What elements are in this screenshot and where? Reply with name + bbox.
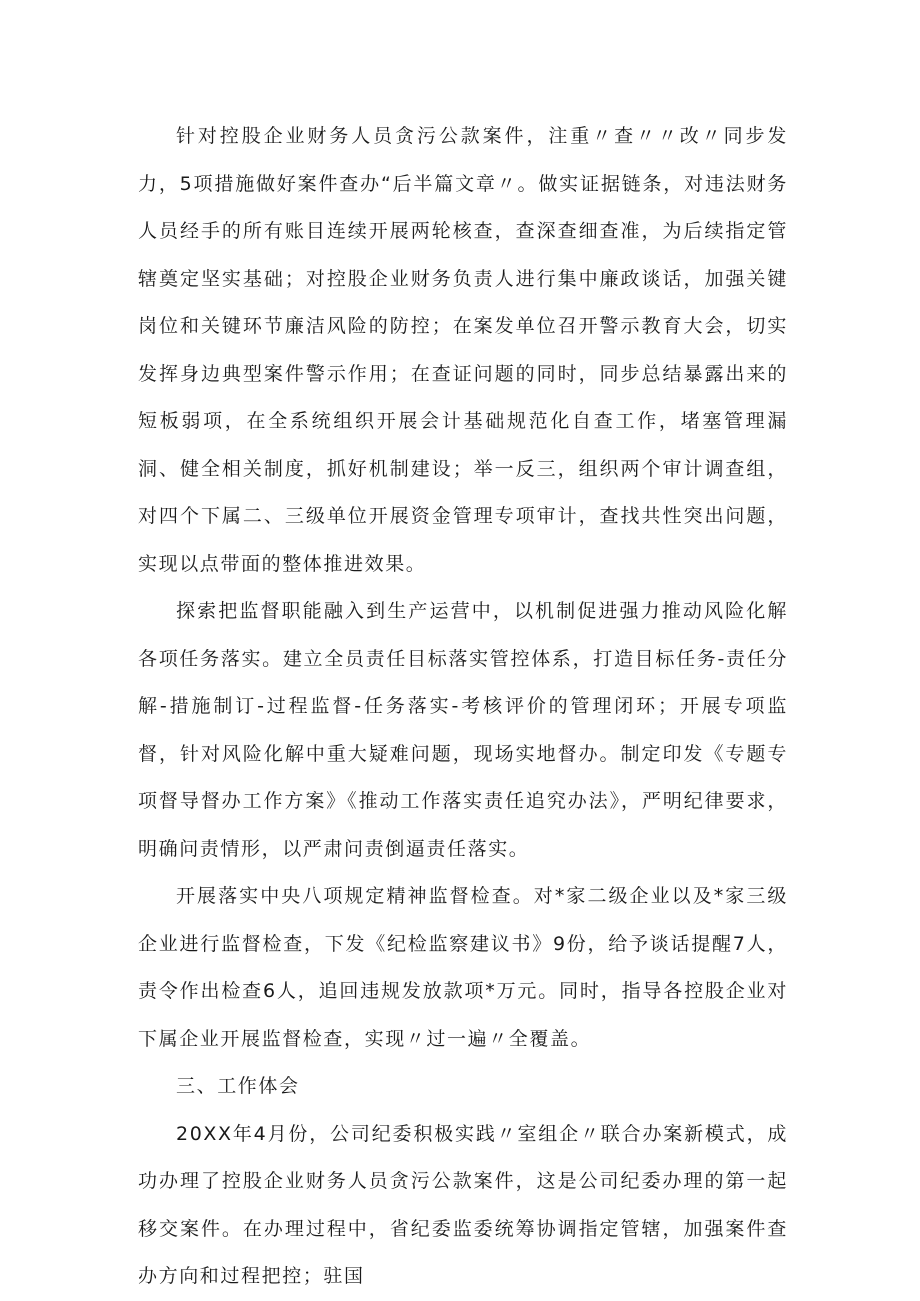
- paragraph-supervision-mechanism: 探索把监督职能融入到生产运营中，以机制促进强力推动风险化解各项任务落实。建立全员责任目标落实管控体系，打造目标任务-责任分解-措施制订-过程监督-任务落实-考核评价的管理闭环；开展专项监督，针对风险化解中重大疑难问题，现场实地督办。制定印发《专题专项督导督办工作方案》《推动工作落实责任追究办法》，严明纪律要求，明确问责情形，以严肃问责倒逼责任落实。: [138, 600, 788, 860]
- paragraph-case-handling: 针对控股企业财务人员贪污公款案件，注重〃查〃〃改〃同步发力，5项措施做好案件查办“后半篇文章〃。做实证据链条，对违法财务人员经手的所有账目连续开展两轮核查，查深查细查准，为后续指定管辖奠定坚实基础；对控股企业财务负责人进行集中廉政谈话，加强关键岗位和关键环节廉洁风险的防控；在案发单位召开警示教育大会，切实发挥身边典型案件警示作用；在查证问题的同时，同步总结暴露出来的短板弱项，在全系统组织开展会计基础规范化自查工作，堵塞管理漏洞、健全相关制度，抓好机制建设；举一反三，组织两个审计调查组，对四个下属二、三级单位开展资金管理专项审计，查找共性突出问题，实现以点带面的整体推进效果。: [138, 125, 788, 575]
- section-heading: 三、工作体会: [176, 1075, 300, 1097]
- paragraph-eight-rules-inspection: 开展落实中央八项规定精神监督检查。对*家二级企业以及*家三级企业进行监督检查，下发《纪检监察建议书》9份，给予谈话提醒7人，责令作出检查6人，追回违规发放款项*万元。同时，指导各控股企业对下属企业开展监督检查，实现〃过一遍〃全覆盖。: [138, 885, 788, 1050]
- paragraph-work-experience: 20XX年4月份，公司纪委积极实践〃室组企〃联合办案新模式，成功办理了控股企业财务人员贪污公款案件，这是公司纪委办理的第一起移交案件。在办理过程中，省纪委监委统筹协调指定管辖，加强案件查办方向和过程把控；驻国: [138, 1122, 788, 1287]
- document-body: [138, 113, 788, 1301]
